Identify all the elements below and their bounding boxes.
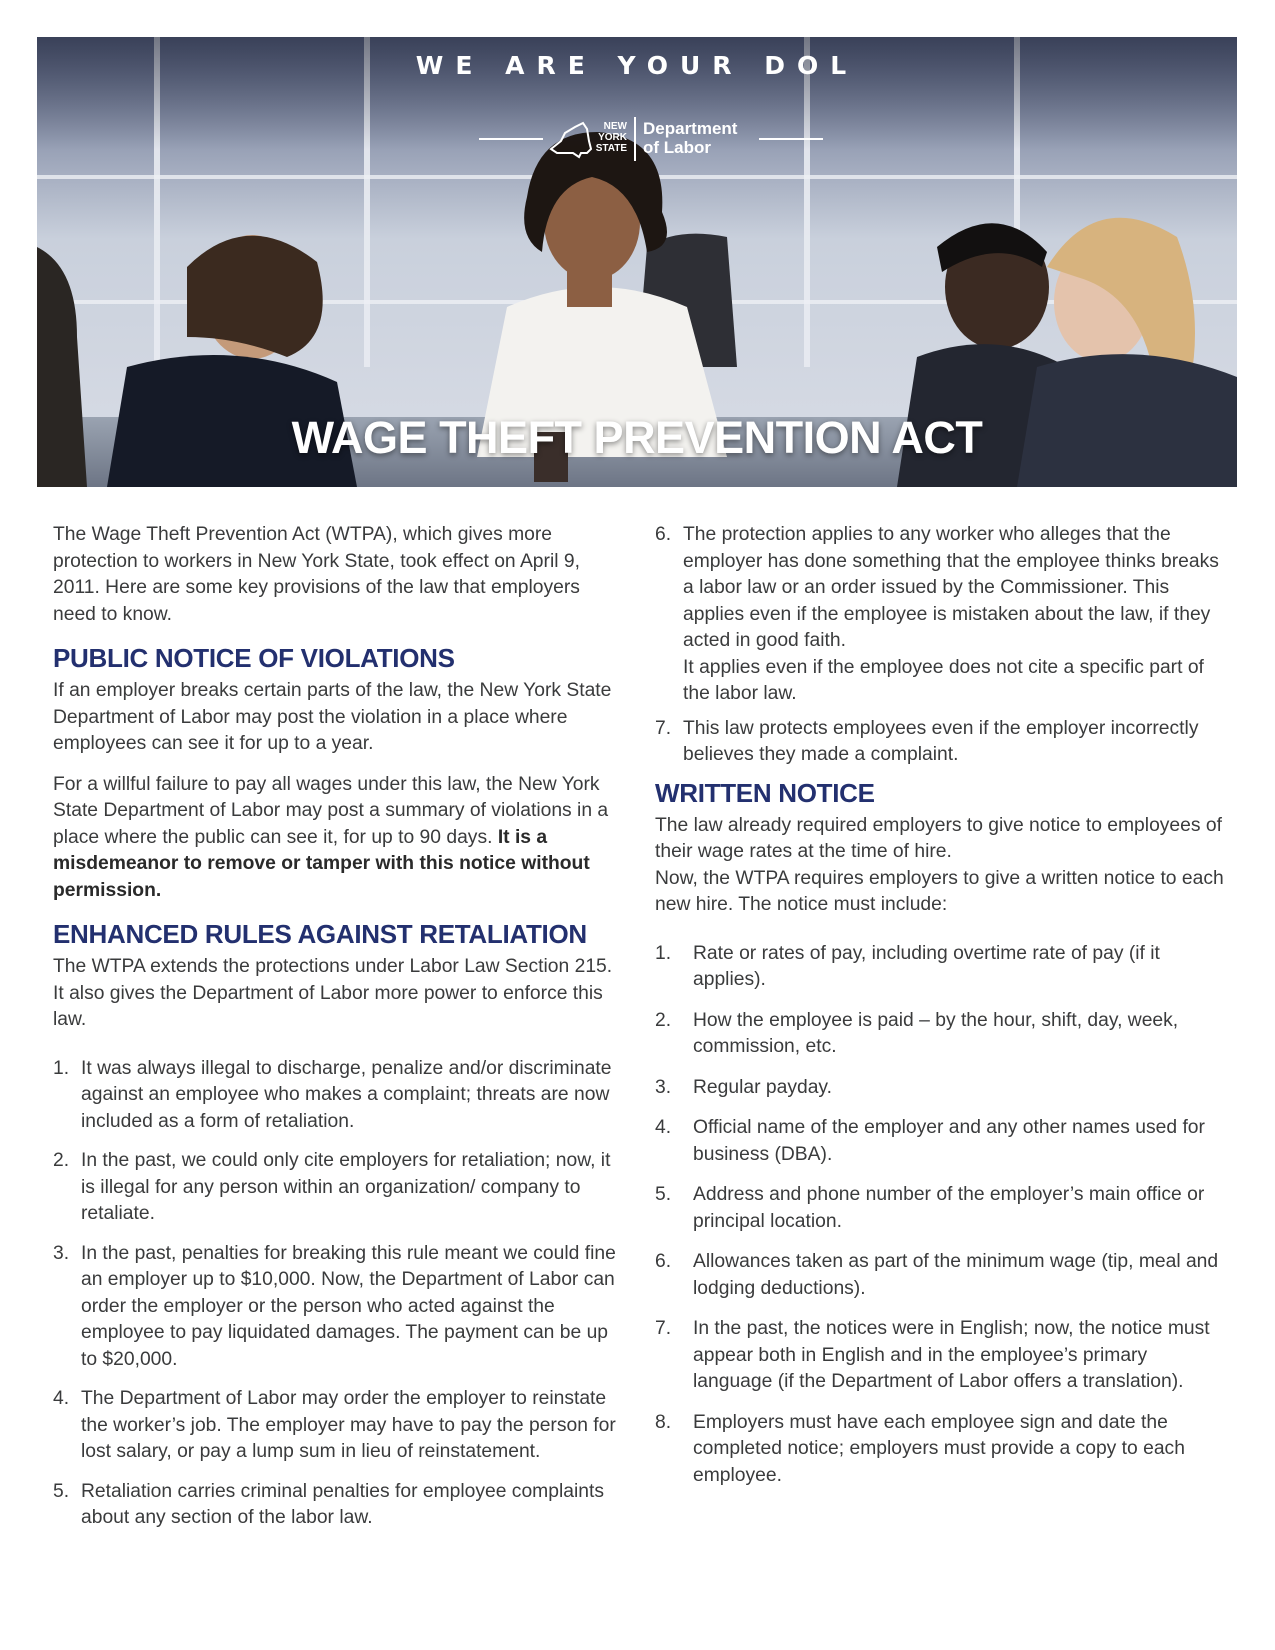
state-text <box>587 121 627 154</box>
item-text: This law protects employees even if the employer incorrectly believes they made a complaint. <box>683 717 1199 765</box>
state-line-3: STATE <box>595 143 627 154</box>
public-notice-p2 <box>53 772 625 905</box>
item-number: 4. <box>655 1117 672 1138</box>
item-number: 1. <box>655 942 672 964</box>
list-item <box>655 1316 1225 1396</box>
page-title: WAGE THEFT PREVENTION ACT <box>291 412 983 463</box>
item-text-2: It applies even if the employee does not cite a specific part of the labor law. <box>683 656 1204 704</box>
hero-banner <box>37 37 1237 487</box>
written-notice-p2: Now, the WTPA requires employers to give a written notice to each new hire. The notice must include: <box>655 867 1224 915</box>
item-text: Address and phone number of the employer’s main office or principal location. <box>693 1184 1205 1232</box>
item-number: 7. <box>655 1318 672 1339</box>
item-number: 6. <box>655 1251 672 1272</box>
item-number: 2. <box>655 1009 672 1031</box>
list-item <box>655 1182 1225 1235</box>
item-number: 1. <box>53 1057 70 1079</box>
item-number: 4. <box>53 1388 70 1409</box>
nys-dol-logo <box>37 117 1237 163</box>
intro-paragraph: The Wage Theft Prevention Act (WTPA), which gives more protection to workers in New York State, took effect on April 9, 2011. Here are some key provisions of the law that employers need to know. <box>53 524 580 625</box>
item-text: In the past, penalties for breaking this rule meant we could fine an employer up to $10,000. Now, the Department of Labor can order the employer or the person who acted against the employee to pay liquidated damages. The payment can be up to $20,000. <box>81 1242 616 1370</box>
list-item <box>53 1148 625 1228</box>
item-text: In the past, the notices were in English; now, the notice must appear both in English and in the employee’s primary language (if the Department of Labor offers a translation). <box>693 1318 1210 1392</box>
list-item <box>655 716 1225 769</box>
item-number: 5. <box>53 1480 70 1502</box>
logo-divider <box>634 117 636 161</box>
agency-line-2: of Labor <box>643 138 711 157</box>
list-item <box>655 1008 1225 1061</box>
list-item <box>655 1075 1225 1102</box>
agency-line-1: Department <box>643 119 738 138</box>
state-line-2: YORK <box>598 132 627 143</box>
list-item <box>655 1249 1225 1302</box>
item-text: In the past, we could only cite employers for retaliation; now, it is illegal for any person within an organization/ company to retaliate. <box>81 1150 611 1224</box>
left-column <box>53 522 625 1545</box>
item-text: Employers must have each employee sign and date the completed notice; employers must provide a copy to each employee. <box>693 1411 1185 1486</box>
list-item <box>53 1056 625 1136</box>
item-text: Regular payday. <box>693 1076 832 1098</box>
agency-name <box>643 119 737 157</box>
written-notice-p <box>655 813 1225 919</box>
list-item <box>53 1241 625 1374</box>
item-text: It was always illegal to discharge, penalize and/or discriminate against an employee who makes a complaint; threats are now included as a form of retaliation. <box>81 1057 612 1132</box>
logo-rule-right <box>759 138 823 140</box>
right-column <box>655 522 1225 1503</box>
logo-rule-left <box>479 138 543 140</box>
public-notice-heading: PUBLIC NOTICE OF VIOLATIONS <box>53 643 455 673</box>
public-notice-p2-text: For a willful failure to pay all wages under this law, the New York State Department of Labor may post a summary of violations in a place where the public can see it, for up to 90 days. <box>53 773 609 848</box>
retaliation-heading: ENHANCED RULES AGAINST RETALIATION <box>53 919 587 949</box>
state-line-1: NEW <box>603 121 627 132</box>
item-text: How the employee is paid – by the hour, shift, day, week, commission, etc. <box>693 1009 1179 1057</box>
item-number: 2. <box>53 1150 70 1171</box>
retaliation-intro: The WTPA extends the protections under Labor Law Section 215. It also gives the Department of Labor more power to enforce this law. <box>53 956 613 1030</box>
item-number: 3. <box>53 1242 70 1264</box>
item-text: Rate or rates of pay, including overtime rate of pay (if it applies). <box>693 942 1160 990</box>
item-text: The protection applies to any worker who alleges that the employer has done something that the employee thinks breaks a labor law or an order issued by the Commissioner. This applies even if the employee is mistaken about the law, if they acted in good faith. <box>683 524 1219 651</box>
list-item <box>655 522 1225 708</box>
written-notice-heading: WRITTEN NOTICE <box>655 777 875 808</box>
notice-requirements-list <box>655 941 1225 1490</box>
item-number: 6. <box>655 524 672 545</box>
list-item <box>655 941 1225 994</box>
item-number: 7. <box>655 717 672 739</box>
item-text: Allowances taken as part of the minimum wage (tip, meal and lodging deductions). <box>693 1251 1219 1299</box>
item-number: 3. <box>655 1076 672 1098</box>
list-item <box>53 1386 625 1466</box>
written-notice-p1: The law already required employers to give notice to employees of their wage rates at the time of hire. <box>655 814 1222 862</box>
list-item <box>53 1479 625 1532</box>
list-item <box>655 1410 1225 1490</box>
item-text: Retaliation carries criminal penalties for employee complaints about any section of the labor law. <box>81 1480 604 1528</box>
tagline: WE ARE YOUR DOL <box>415 51 859 80</box>
item-number: 8. <box>655 1411 672 1433</box>
list-item <box>655 1115 1225 1168</box>
public-notice-warning: It is a misdemeanor to remove or tamper with this notice without permission. <box>53 826 590 901</box>
public-notice-p1: If an employer breaks certain parts of the law, the New York State Department of Labor may post the violation in a place where employees can see it for up to a year. <box>53 680 612 754</box>
item-text: Official name of the employer and any other names used for business (DBA). <box>693 1117 1205 1165</box>
retaliation-list-continued <box>655 522 1225 769</box>
item-number: 5. <box>655 1184 672 1205</box>
item-text: The Department of Labor may order the employer to reinstate the worker’s job. The employer may have to pay the person for lost salary, or pay a lump sum in lieu of reinstatement. <box>81 1388 616 1462</box>
retaliation-list <box>53 1056 625 1532</box>
